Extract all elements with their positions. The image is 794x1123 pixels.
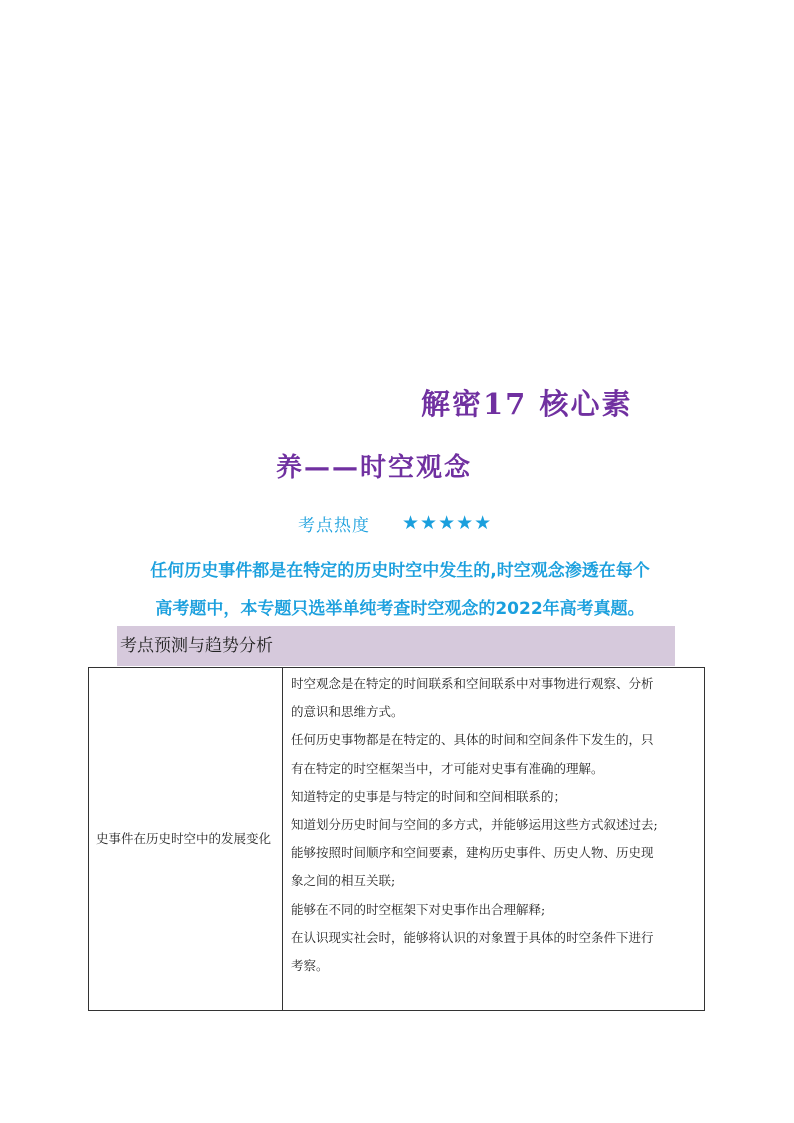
- intro-line-1: 任何历史事件都是在特定的历史时空中发生的,时空观念渗透在每个: [150, 561, 650, 581]
- right-cell-line: 能够在不同的时空框架下对史事作出合理解释;: [291, 901, 546, 917]
- right-cell-line: 知道划分历史时间与空间的多方式，并能够运用这些方式叙述过去;: [291, 817, 658, 833]
- right-cell-line: 任何历史事物都是在特定的、具体的时间和空间条件下发生的，只: [291, 732, 654, 748]
- intro-paragraph: [110, 552, 690, 628]
- analysis-table: [88, 667, 705, 1011]
- right-cell-line: 知道特定的史事是与特定的时间和空间相联系的；: [291, 788, 567, 804]
- left-cell-text: 史事件在历史时空中的发展变化: [96, 831, 272, 846]
- doc-title-line-1: 解密17 核心素: [421, 387, 633, 421]
- right-cell-line: 能够按照时间顺序和空间要素，建构历史事件、历史人物、历史现: [291, 845, 654, 861]
- intro-line-2: 高考题中，本专题只选举单纯考查时空观念的2022年高考真题。: [155, 599, 645, 619]
- heat-stars-icon: ★★★★★: [402, 512, 493, 534]
- table-left-cell: [89, 668, 283, 1010]
- right-cell-line: 时空观念是在特定的时间联系和空间联系中对事物进行观察、分析: [291, 676, 654, 691]
- heat-row: [298, 512, 492, 534]
- right-cell-line: 考察。: [291, 958, 329, 974]
- section-heading: 考点预测与趋势分析: [117, 626, 675, 666]
- right-cell-line: 的意识和思维方式。: [291, 704, 404, 720]
- doc-title-line-2: 养——时空观念: [276, 453, 473, 483]
- right-cell-line: 在认识现实社会时，能够将认识的对象置于具体的时空条件下进行: [291, 929, 654, 945]
- right-cell-line: 有在特定的时空框架当中，才可能对史事有准确的理解。: [291, 760, 604, 776]
- table-right-cell: [283, 668, 704, 1010]
- right-cell-line: 象之间的相互关联;: [291, 873, 396, 889]
- heat-label: 考点热度: [298, 515, 370, 536]
